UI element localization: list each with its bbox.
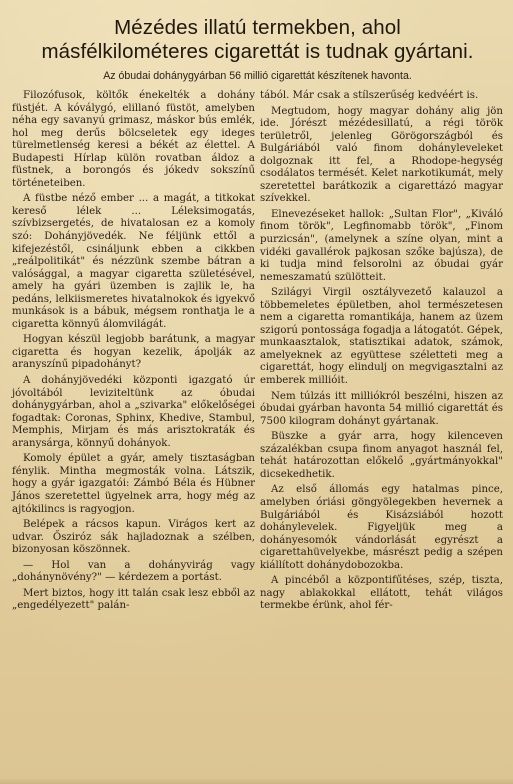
paragraph: Megtudom, hogy magyar dohány alig jön ide. Jórészt mézédesillatú, a régi török területről, jelenleg Görögországból és Bulgáriából való finom dohányleveleket dolgoznak itt fel, a Rhodope-hegység csodálatos termését. Kelet narkotikumát, mely szeretettel barátkozik a cigarettázó magyar szívekkel. [260,105,503,205]
paragraph: Szilágyi Virgil osztályvezető kalauzol a többemeletes épületben, ahol természetesen nem a cigaretta romantikája, hanem az üzem szigorú pontossága fogadja a látogatót. Gépek, munkaasztalok, statisztikai adatok, számok, amelyeknek az együttese széletteti meg a cigarettát, hogy elindulj on megvigasztalni az emberek millióit. [260,287,503,387]
paragraph: Mert biztos, hogy itt talán csak lesz ebből az „engedélyezett" palán- [12,587,255,612]
paragraph: Elnevezéseket hallok: „Sultan Flor", „Kiváló finom török", Legfinomabb török", „Finom purzicsán", (amelynek a színe olyan, mint a vidéki gavallérok pajkosan szőke bajúsza), de ki tudja mind felsorolni az óbudai gyár nemeszamatú szülötteit. [260,208,503,283]
headline-line-1: Mézédes illatú termekben, ahol [114,16,401,39]
subheadline: Az óbudai dohánygyárban 56 millió cigarettát készítenek havonta. [103,70,412,82]
paragraph: A füstbe néző ember ... a magát, a titkokat kereső lélek ... Léleksimogatás, szívbizsergetés, de hivatalosan ez a komoly szó: Dohányjövedék. Ne féljünk ettől a kifejezéstől, csináljunk ebben a cikkben „reálpolitikát" és nézzünk szembe bátran a valósággal, a magyar cigaretta születésével, amely ha gyári üzemben is zajlik le, ha pedáns, lelkiismeretes hivatalnokok és igyekvő munkások is a bábuk, mégsem ronthatja le a cigaretta könnyű álomvilágát. [12,193,255,330]
paragraph: Büszke a gyár arra, hogy kilenceven százalékban csupa finom anyagot használ fel, tehát határozottan előkelő „gyártmányokkal" dicsekedhetik. [260,431,503,480]
paragraph: Komoly épület a gyár, amely tisztaságban fénylik. Mintha megmosták volna. Látszik, hogy a gyár igazgatói: Zámbó Béla és Hübner János szeretettel ügyelnek arra, hogy még az ajtókilincs is ragyogjon. [12,453,255,515]
article-columns [12,90,503,616]
paragraph: — Hol van a dohányvirág vagy „dohánynövény?" — kérdezem a portást. [12,559,255,584]
paper-edge-shadow [0,778,513,784]
right-column [260,90,503,616]
headline [12,16,503,64]
paragraph: Belépek a rácsos kapun. Virágos kert az udvar. Ősziróz sák hajladoznak a szélben, bizonyosan köszönnek. [12,519,255,556]
left-column [12,90,255,616]
paragraph: Filozófusok, költők énekelték a dohány füstjét. A kóválygó, elillanó füstöt, amelyben néha egy savanyú grimasz, máskor bús emlék, hol meg derűs bölcseletek egy ideges türelmetlenség keresi a békét az élettel. A Budapesti Hírlap külön rovatban áldoz a füstnek, a borongós és jókedv sokszínű történeteiben. [12,90,255,189]
paragraph: Hogyan készül legjobb barátunk, a magyar cigaretta és hogyan kezelik, ápolják az aranyszínű pipadohányt? [12,334,255,371]
paragraph: A dohányjövedéki központi igazgató úr jóvoltából leviziteltünk az óbudai dohánygyárban, ahol a „szivarka" előkelőségei fogadtak: Coronas, Sphinx, Khedive, Stambul, Memphis, Mirjam és más arisztokraták és aranysárga, könnyű dohányok. [12,375,255,449]
paragraph: tából. Már csak a stílszerűség kedvéért is. [260,90,479,101]
paragraph: Az első állomás egy hatalmas pince, amelyben óriási göngyölegekben hevernek a Bulgáriából és Kisázsiából hozott dohánylevelek. Figyeljük meg a dohányesomók vándorlását egyrészt a cigarettahüvelyekbe, másrészt pedig a szépen kiállított dohánydobozokba. [260,484,503,571]
paragraph: Nem túlzás itt milliókról beszélni, hiszen az óbudai gyárban havonta 54 millió cigarettát és 7500 kilogram dohányt gyártanak. [260,390,503,427]
headline-line-2: másfélkilométeres cigarettát is tudnak gyártani. [41,40,474,63]
paragraph: A pincéből a központifűtéses, szép, tiszta, nagy ablakokkal ellátott, tehát világos termekbe érünk, ahol fér- [260,575,503,612]
